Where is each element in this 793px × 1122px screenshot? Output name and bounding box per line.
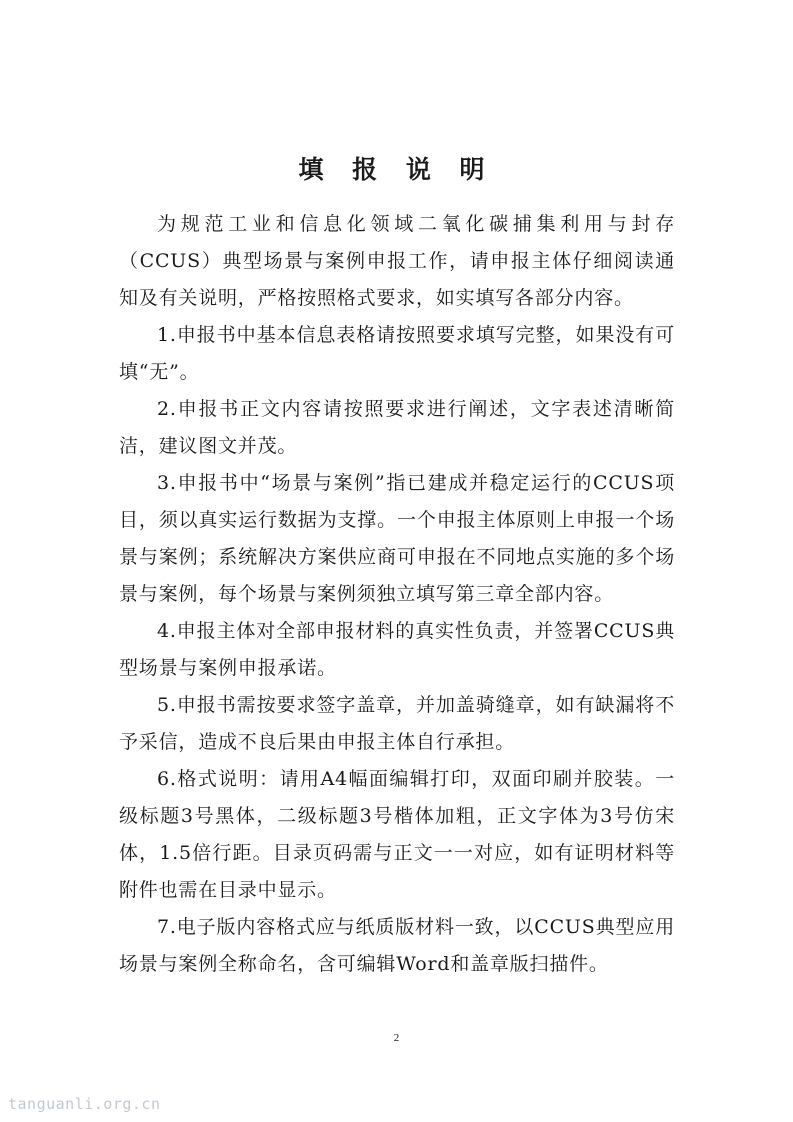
instruction-item-1: 1.申报书中基本信息表格请按照要求填写完整，如果没有可填“无”。	[119, 324, 675, 383]
instruction-item-7: 7.电子版内容格式应与纸质版材料一致，以CCUS典型应用场景与案例全称命名，含可编辑Word和盖章版扫描件。	[119, 916, 675, 975]
instruction-item-4: 4.申报主体对全部申报材料的真实性负责，并签署CCUS典型场景与案例申报承诺。	[119, 620, 675, 679]
page-title: 填 报 说 明	[298, 155, 495, 184]
instruction-item-3: 3.申报书中“场景与案例”指已建成并稳定运行的CCUS项目，须以真实运行数据为支撑。一个申报主体原则上申报一个场景与案例；系统解决方案供应商可申报在不同地点实施的多个场景与案例，每个场景与案例须独立填写第三章全部内容。	[119, 472, 675, 605]
instruction-item-5: 5.申报书需按要求签字盖章，并加盖骑缝章，如有缺漏将不予采信，造成不良后果由申报主体自行承担。	[119, 694, 675, 753]
site-watermark: tanguanli.org.cn	[8, 1095, 161, 1113]
instruction-item-2: 2.申报书正文内容请按照要求进行阐述，文字表述清晰简洁，建议图文并茂。	[119, 398, 675, 457]
page-number: 2	[393, 1032, 400, 1044]
instruction-item-6: 6.格式说明：请用A4幅面编辑打印，双面印刷并胶装。一级标题3号黑体，二级标题3号楷体加粗，正文字体为3号仿宋体，1.5倍行距。目录页码需与正文一一对应，如有证明材料等附件也需在目录中显示。	[119, 768, 675, 901]
document-body	[119, 206, 675, 983]
intro-paragraph: 为规范工业和信息化领域二氧化碳捕集利用与封存（CCUS）典型场景与案例申报工作，请申报主体仔细阅读通知及有关说明，严格按照格式要求，如实填写各部分内容。	[119, 213, 675, 309]
